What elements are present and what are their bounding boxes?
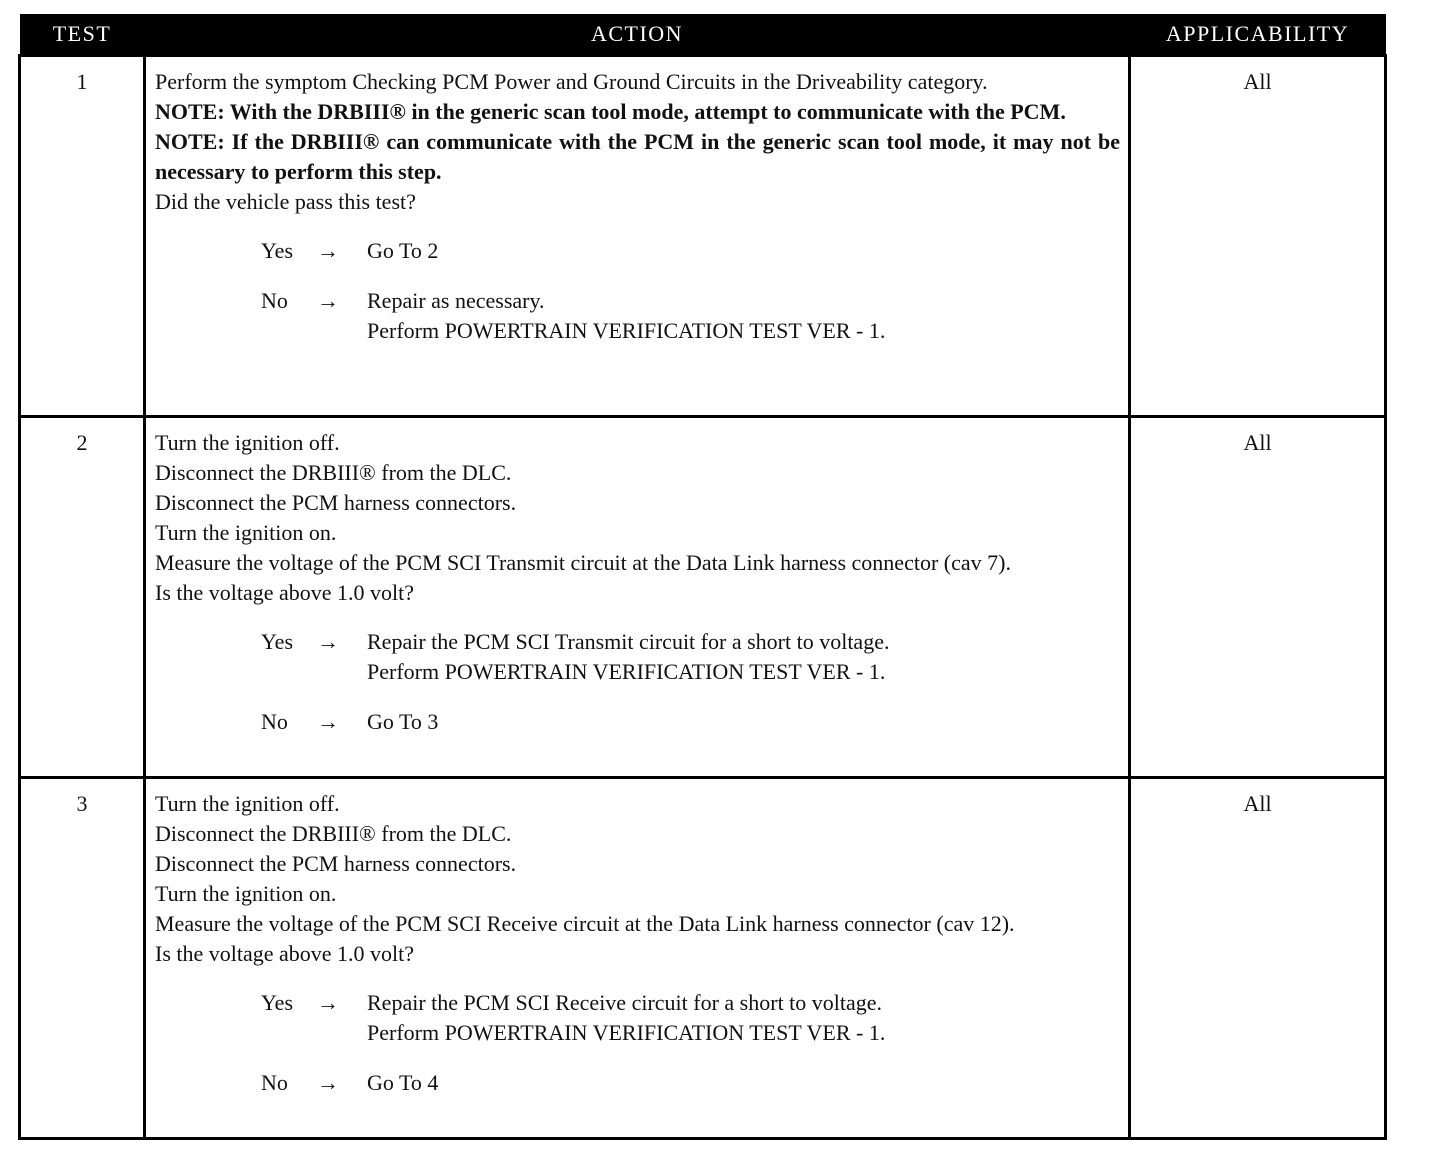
yes-branch <box>261 627 1120 687</box>
action-cell <box>145 56 1130 417</box>
no-result <box>367 707 1120 737</box>
result-line: Repair as necessary. <box>367 288 545 313</box>
no-branch <box>261 707 1120 737</box>
action-text: Turn the ignition on. <box>155 520 337 545</box>
yes-branch <box>261 236 1120 266</box>
action-text: Turn the ignition off. <box>155 430 340 455</box>
action-text: Perform the symptom Checking PCM Power and Ground Circuits in the Driveability category. <box>155 69 988 94</box>
diagnostic-test-table <box>18 14 1384 1140</box>
no-branch <box>261 286 1120 346</box>
question-text: Is the voltage above 1.0 volt? <box>155 941 415 966</box>
table-row <box>20 56 1386 417</box>
test-table <box>18 14 1387 1140</box>
test-number: 2 <box>20 417 145 778</box>
table-header-row <box>20 14 1386 56</box>
action-text: Turn the ignition on. <box>155 881 337 906</box>
applicability-cell: All <box>1130 778 1386 1139</box>
note-text: NOTE: With the DRBIII® in the generic scan tool mode, attempt to communicate with the PCM. <box>155 99 1066 124</box>
yes-label: Yes <box>261 238 294 263</box>
arrow-icon: → <box>317 709 339 734</box>
no-result <box>367 1068 1120 1098</box>
action-text: Turn the ignition off. <box>155 791 340 816</box>
no-label: No <box>261 1070 288 1095</box>
yes-result <box>367 236 1120 266</box>
action-text: Disconnect the PCM harness connectors. <box>155 490 517 515</box>
yes-label: Yes <box>261 990 294 1015</box>
arrow-icon: → <box>317 238 339 263</box>
arrow-icon: → <box>317 990 339 1015</box>
action-text: Disconnect the DRBIII® from the DLC. <box>155 460 512 485</box>
arrow-icon: → <box>317 288 339 313</box>
table-row <box>20 417 1386 778</box>
result-line: Perform POWERTRAIN VERIFICATION TEST VER - 1. <box>367 1020 886 1045</box>
arrow-icon: → <box>317 1070 339 1095</box>
table-row <box>20 778 1386 1139</box>
action-text: Disconnect the DRBIII® from the DLC. <box>155 821 512 846</box>
yes-branch <box>261 988 1120 1048</box>
no-branch <box>261 1068 1120 1098</box>
yes-result <box>367 627 1120 687</box>
no-result <box>367 286 1120 346</box>
action-cell <box>145 417 1130 778</box>
note-text: NOTE: If the DRBIII® can communicate with the PCM in the generic scan tool mode, it may not be necessary to perform this step. <box>155 129 1120 184</box>
header-applicability: APPLICABILITY <box>1130 14 1386 56</box>
arrow-icon: → <box>317 629 339 654</box>
test-number: 3 <box>20 778 145 1139</box>
result-line: Go To 4 <box>367 1070 439 1095</box>
result-line: Go To 2 <box>367 238 439 263</box>
no-label: No <box>261 709 288 734</box>
question-text: Did the vehicle pass this test? <box>155 189 416 214</box>
applicability-cell: All <box>1130 56 1386 417</box>
test-number: 1 <box>20 56 145 417</box>
action-text: Disconnect the PCM harness connectors. <box>155 851 517 876</box>
question-text: Is the voltage above 1.0 volt? <box>155 580 415 605</box>
header-test: TEST <box>20 14 145 56</box>
no-label: No <box>261 288 288 313</box>
yes-result <box>367 988 1120 1048</box>
result-line: Repair the PCM SCI Receive circuit for a short to voltage. <box>367 990 883 1015</box>
header-action: ACTION <box>145 14 1130 56</box>
action-text: Measure the voltage of the PCM SCI Receive circuit at the Data Link harness connector (cav 12). <box>155 911 1015 936</box>
result-line: Repair the PCM SCI Transmit circuit for a short to voltage. <box>367 629 890 654</box>
result-line: Go To 3 <box>367 709 439 734</box>
yes-label: Yes <box>261 629 294 654</box>
action-cell <box>145 778 1130 1139</box>
action-text: Measure the voltage of the PCM SCI Transmit circuit at the Data Link harness connector (cav 7). <box>155 550 1011 575</box>
result-line: Perform POWERTRAIN VERIFICATION TEST VER - 1. <box>367 318 886 343</box>
result-line: Perform POWERTRAIN VERIFICATION TEST VER - 1. <box>367 659 886 684</box>
applicability-cell: All <box>1130 417 1386 778</box>
